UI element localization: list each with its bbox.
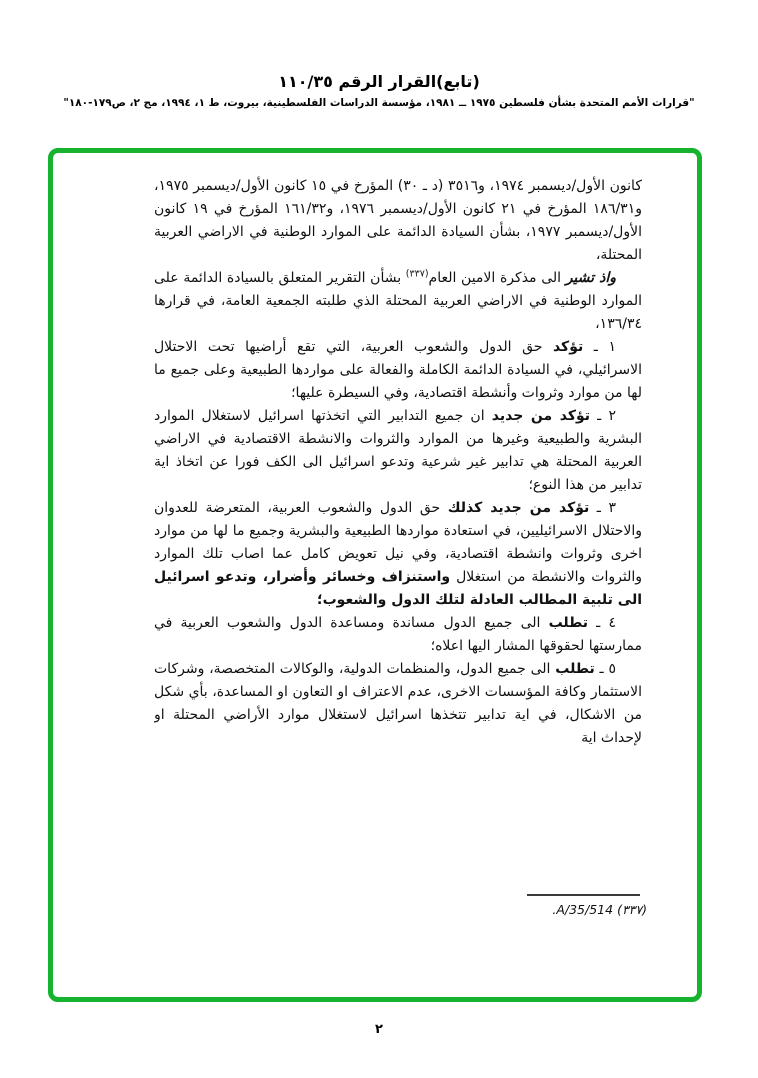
resolution-title: (تابع)القرار الرقم ١١٠/٣٥: [278, 72, 480, 91]
text-run: تؤكد: [552, 339, 584, 355]
text-run: تطلب: [548, 615, 589, 631]
paragraph: [154, 175, 642, 267]
text-run: واستنزاف وخسائر وأضرار، وتدعو اسرائيل الى تلبية المطالب العادلة لتلك الدول والشعوب؛: [154, 569, 642, 608]
text-run: بشأن التقرير المتعلق بالسيادة الدائمة على الموارد الوطنية في الاراضي العربية المحتلة الذي طلبته الجمعية العامة، في قرارها ١٣٦/٣٤،: [154, 270, 642, 332]
text-run: تؤكد من جديد كذلك: [447, 500, 590, 516]
page-number: ٢: [375, 1022, 383, 1037]
content-frame: [48, 148, 702, 1002]
paragraph: [154, 497, 642, 612]
paragraph: [154, 405, 642, 497]
paragraph: [154, 658, 642, 750]
text-run: حق الدول والشعوب العربية، التي تقع أراضيها تحت الاحتلال الاسرائيلي، في السيادة الدائمة الكاملة والفعالة على مواردها الطبيعية وعلى جميع ما لها من موارد وثروات وأنشطة اقتصادية، وفي السيطرة عليها؛: [154, 339, 642, 401]
footnote-reference: (٣٣٧) A/35/514.: [552, 902, 647, 917]
text-run: تطلب: [555, 661, 595, 677]
text-run: ١ ـ: [583, 339, 616, 355]
text-run: ٥ ـ: [594, 661, 616, 677]
text-run: الى جميع الدول، والمنظمات الدولية، والوكالات المتخصصة، وشركات الاستثمار وكافة المؤسسات الاخرى، عدم الاعتراف او التعاون او المساعدة، بأي شكل من الاشكال، في اية تدابير تتخذها اسرائيل لاستغلال موارد الأراضي المحتلة او لإحداث اية: [154, 661, 642, 746]
text-run: كانون الأول/ديسمبر ١٩٧٤، و٣٥١٦ (د ـ ٣٠) المؤرخ في ١٥ كانون الأول/ديسمبر ١٩٧٥، و١٨٦/٣١ المؤرخ في ٢١ كانون الأول/ديسمبر ١٩٧٦، و١٦١/٣٢ المؤرخ في ١٩ كانون الأول/ديسمبر ١٩٧٧، بشأن السيادة الدائمة على الموارد الوطنية في الاراضي العربية المحتلة،: [154, 178, 642, 263]
text-run: ان جميع التدابير التي اتخذتها اسرائيل لاستغلال الموارد البشرية والطبيعية وغيرها من الموارد والثروات والانشطة الاقتصادية في الاراضي العربية المحتلة هي تدابير غير شرعية وتدعو اسرائيل الى الكف فورا عن اتخاذ اية تدابير من هذا النوع؛: [154, 408, 642, 493]
footnote-ref-marker: (٣٣٧): [405, 268, 429, 280]
page-header: [0, 72, 758, 109]
source-citation: "قرارات الأمم المتحدة بشأن فلسطين ١٩٧٥ ــ ١٩٨١، مؤسسة الدراسات الفلسطينية، بيروت، ط ١، ١٩٩٤، مج ٢، ص١٧٩-١٨٠": [63, 97, 695, 109]
text-run: واذ تشير: [565, 270, 617, 286]
text-run: تؤكد من جديد: [491, 408, 591, 424]
text-run: حق الدول والشعوب العربية، المتعرضة للعدوان والاحتلال الاسرائيليين، في استعادة مواردها الطبيعية والبشرية وجميع ما لها من موارد اخرى وثروات وانشطة اقتصادية، وفي نيل تعويض كامل عما اصاب تلك الموارد والثروات والانشطة من استغلال: [154, 500, 642, 585]
text-run: ٣ ـ: [589, 500, 616, 516]
text-run: ٢ ـ: [590, 408, 616, 424]
paragraph: [154, 267, 642, 336]
text-run: الى جميع الدول مساندة ومساعدة الدول والشعوب العربية في ممارستها لحقوقها المشار اليها اعلاه؛: [154, 615, 642, 654]
paragraph: [154, 336, 642, 405]
text-run: ٤ ـ: [588, 615, 616, 631]
paragraph: [154, 612, 642, 658]
footnote-separator: [527, 894, 640, 896]
resolution-body-text: [154, 175, 642, 875]
text-run: الى مذكرة الامين العام: [428, 270, 566, 286]
